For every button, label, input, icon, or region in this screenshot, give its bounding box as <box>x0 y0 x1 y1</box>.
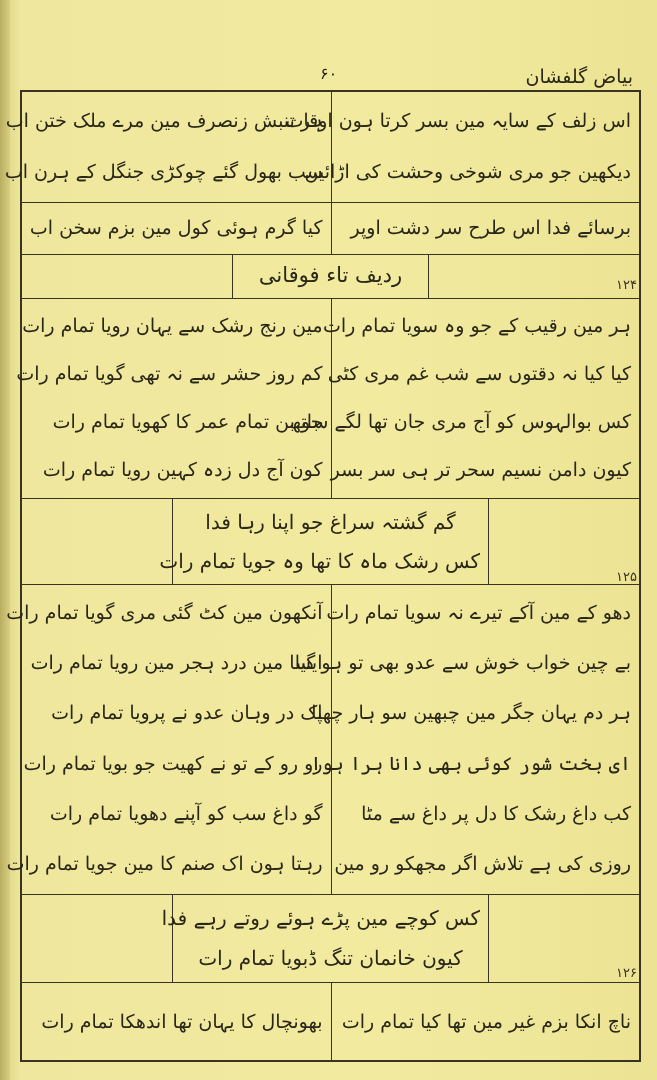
verse-line: دھو کے مین آکے تیرے نہ سویا تمام رات <box>326 601 631 624</box>
margin-number: ۱۲۴ <box>616 278 637 293</box>
verse-line: گو داغ سب کو آپنے دھویا تمام رات <box>49 803 323 826</box>
radif-heading-row <box>22 254 639 299</box>
section-heading-box <box>232 254 429 298</box>
maqta-row-1 <box>22 498 639 585</box>
left-hemistich-column <box>4 92 331 202</box>
right-hemistich-column <box>331 982 640 1062</box>
verse-line: ایسا مین درد ہجر مین رویا تمام رات <box>30 652 323 675</box>
section-heading: ردیف تاء فوقانی <box>258 263 403 288</box>
verse-line: دیکھین جو مری شوخی وحشت کی اڑائین <box>304 161 631 184</box>
left-hemistich-column <box>6 584 331 894</box>
verse-line: گم گشتہ سراغ جو اپنا رہا فدا <box>205 509 456 534</box>
verse-line: کیا گرم ہوئی کول مین بزم سخن اب <box>29 216 323 239</box>
verse-line: رو رو کے تو نے کھیت جو بویا تمام رات <box>23 752 323 775</box>
verse-line: آنکھون مین کٹ گئی مری گویا تمام رات <box>6 601 323 624</box>
verse-line: جو بن تمام عمر کا کھویا تمام رات <box>52 410 323 433</box>
left-hemistich-column <box>16 298 331 498</box>
verse-line: بے چین خواب خوش سے عدو بھی تو ہو گیا <box>294 652 631 675</box>
margin-number: ۱۲۶ <box>616 966 637 981</box>
ghazal-row-2 <box>6 570 639 895</box>
couplet-row-2 <box>22 202 639 255</box>
right-hemistich-column <box>331 202 640 254</box>
verse-line: اک در وہان عدو نے پرویا تمام رات <box>51 702 323 725</box>
verse-line: سب بھول گئے چوکڑی جنگل کے ہرن اب <box>4 161 323 184</box>
verse-line: اس زلف کے سایہ مین بسر کرتا ہون اوقات <box>285 110 631 133</box>
page-number: ۶۰ <box>320 64 338 83</box>
verse-line: مین رنج رشک سے یہان رویا تمام رات <box>22 314 323 337</box>
right-hemistich-column <box>285 92 640 202</box>
couplet-row-last <box>22 982 639 1062</box>
verse-line: ناچ انکا بزم غیر مین تھا کیا تمام رات <box>341 1010 631 1033</box>
verse-line: کس بوالہوس کو آج مری جان تھا لگے ساتھ <box>289 410 631 433</box>
verse-line: ای بخت شور کوئی بھی دانا ہرا ہوا <box>310 752 631 775</box>
margin-number: ۱۲۵ <box>616 570 637 585</box>
verse-line: کیون خانمان تنگ ڈبویا تمام رات <box>198 946 463 970</box>
right-hemistich-column <box>294 584 640 894</box>
verse-line: کم روز حشر سے نہ تھی گویا تمام رات <box>16 362 323 385</box>
verse-line: رہتا ہون اک صنم کا مین جویا تمام رات <box>6 853 323 876</box>
left-hemistich-column <box>22 982 331 1062</box>
verse-line: کیا کیا نہ دقتوں سے شب غم مری کٹی <box>327 362 631 385</box>
verse-line: کس رشک ماہ کا تھا وہ جویا تمام رات <box>159 548 480 573</box>
right-hemistich-column <box>289 298 640 498</box>
verse-line: برسائے فدا اس طرح سر دشت اوپر <box>350 216 631 239</box>
verse-line: ہر مین رقیب کے جو وہ سویا تمام رات <box>323 314 631 337</box>
maqta-box <box>161 894 489 982</box>
verse-line: کون آج دل زدہ کہین رویا تمام رات <box>42 458 323 481</box>
page-title: بیاض گلفشان <box>525 66 633 88</box>
maqta-row-2 <box>22 894 639 983</box>
text-frame <box>4 90 641 1062</box>
verse-line: ہر دم یہان جگر مین چبھین سو ہار چھپا <box>311 702 631 725</box>
verse-line: روزی کی ہے تلاش اگر مجھکو رو مین <box>334 853 631 876</box>
verse-line: کس کوچے مین پڑے ہوئے روتے رہے فدا <box>161 906 480 930</box>
verse-line: کب داغ رشک کا دل پر داغ سے مٹا <box>361 803 631 826</box>
ghazal-row-1 <box>16 298 639 499</box>
couplet-row-1 <box>4 92 639 203</box>
verse-line: کیون دامن نسیم سحر تر ہی سر بسر <box>330 458 631 481</box>
maqta-box <box>159 498 489 584</box>
verse-line: بھونچال کا یہان تھا اندھکا تمام رات <box>41 1010 323 1033</box>
left-hemistich-column <box>22 202 331 254</box>
verse-line: ہر تنبش زنصرف مین مرے ملک ختن اب <box>5 110 323 133</box>
